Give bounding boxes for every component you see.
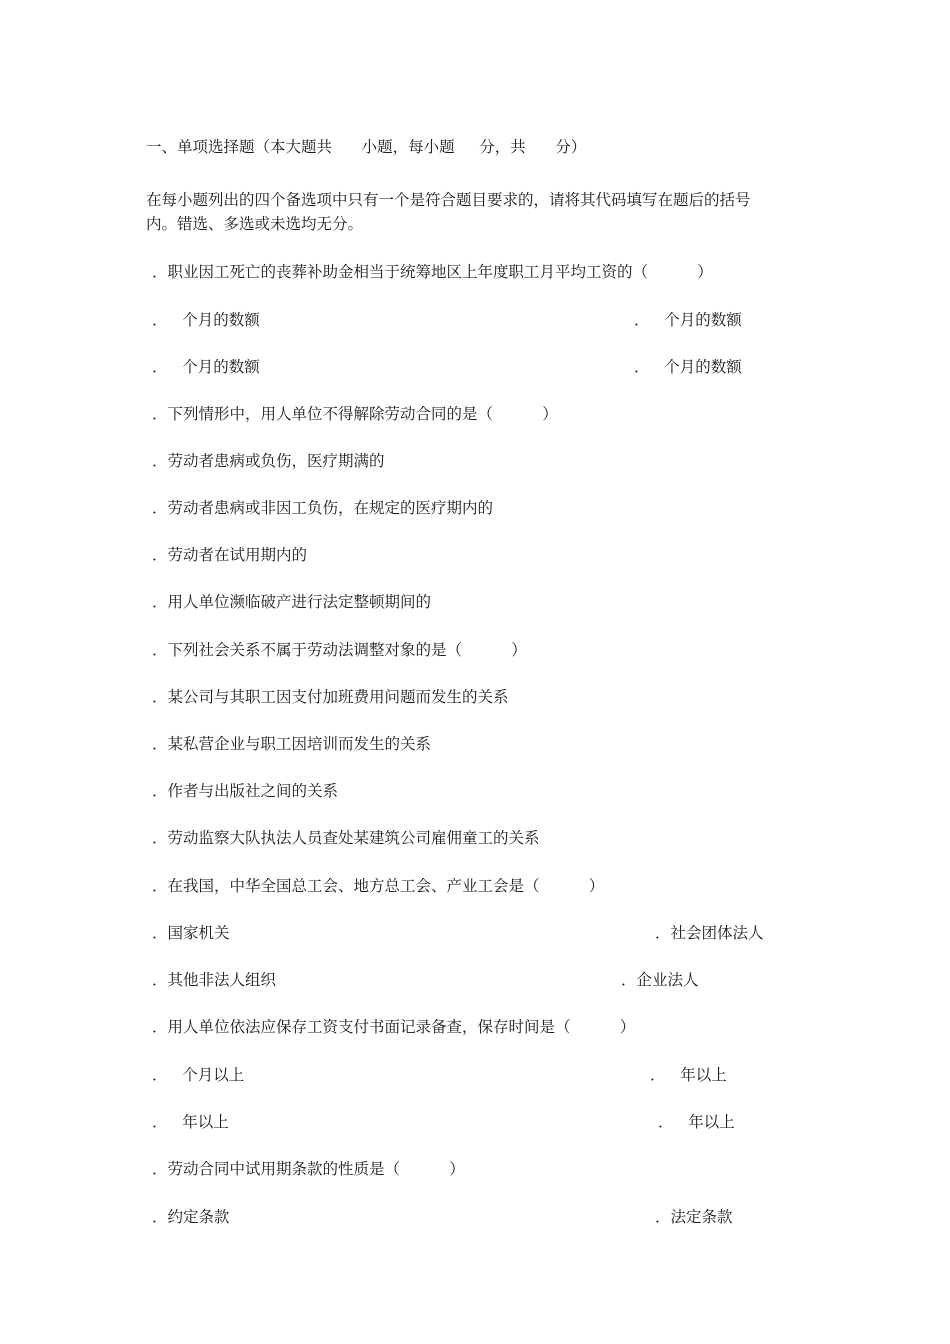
- question-1-option-b: ． 个月的数额: [634, 311, 742, 329]
- question-3-stem: ．下列社会关系不属于劳动法调整对象的是（ ）: [152, 641, 527, 659]
- instruction-line-1: 在每小题列出的四个备选项中只有一个是符合题目要求的，请将其代码填写在题后的括号: [146, 191, 751, 209]
- question-5-option-b: ． 年以上: [650, 1066, 727, 1084]
- question-4-stem: ．在我国，中华全国总工会、地方总工会、产业工会是（ ）: [152, 877, 605, 895]
- instruction-line-2: 内。错选、多选或未选均无分。: [146, 215, 364, 233]
- question-5-option-d: ． 年以上: [658, 1113, 735, 1131]
- question-5-stem: ．用人单位依法应保存工资支付书面记录备查，保存时间是（ ）: [152, 1018, 636, 1036]
- question-2-option-d: ．用人单位濒临破产进行法定整顿期间的: [152, 593, 432, 611]
- question-1-option-d: ． 个月的数额: [634, 358, 742, 376]
- question-2-option-b: ．劳动者患病或非因工负伤，在规定的医疗期内的: [152, 499, 494, 517]
- section-heading: 一、单项选择题（本大题共 小题，每小题 分，共 分）: [146, 138, 587, 156]
- question-2-stem: ．下列情形中，用人单位不得解除劳动合同的是（ ）: [152, 405, 558, 423]
- question-3-option-a: ．某公司与其职工因支付加班费用问题而发生的关系: [152, 688, 509, 706]
- question-6-option-a: ．约定条款: [152, 1208, 230, 1226]
- question-2-option-c: ．劳动者在试用期内的: [152, 546, 308, 564]
- question-3-option-d: ．劳动监察大队执法人员查处某建筑公司雇佣童工的关系: [152, 829, 540, 847]
- question-4-option-b: ．社会团体法人: [655, 924, 764, 942]
- question-1-option-c: ． 个月的数额: [152, 358, 260, 376]
- question-6-option-b: ．法定条款: [655, 1208, 733, 1226]
- question-4-option-a: ．国家机关: [152, 924, 230, 942]
- question-1-option-a: ． 个月的数额: [152, 311, 260, 329]
- question-4-option-c: ．其他非法人组织: [152, 971, 277, 989]
- question-5-option-c: ． 年以上: [152, 1113, 229, 1131]
- question-4-option-d: ．企业法人: [621, 971, 699, 989]
- question-2-option-a: ．劳动者患病或负伤，医疗期满的: [152, 452, 385, 470]
- question-5-option-a: ． 个月以上: [152, 1066, 245, 1084]
- question-6-stem: ．劳动合同中试用期条款的性质是（ ）: [152, 1160, 465, 1178]
- question-3-option-b: ．某私营企业与职工因培训而发生的关系: [152, 735, 432, 753]
- question-3-option-c: ．作者与出版社之间的关系: [152, 782, 339, 800]
- question-1-stem: ．职业因工死亡的丧葬补助金相当于统筹地区上年度职工月平均工资的（ ）: [152, 263, 713, 281]
